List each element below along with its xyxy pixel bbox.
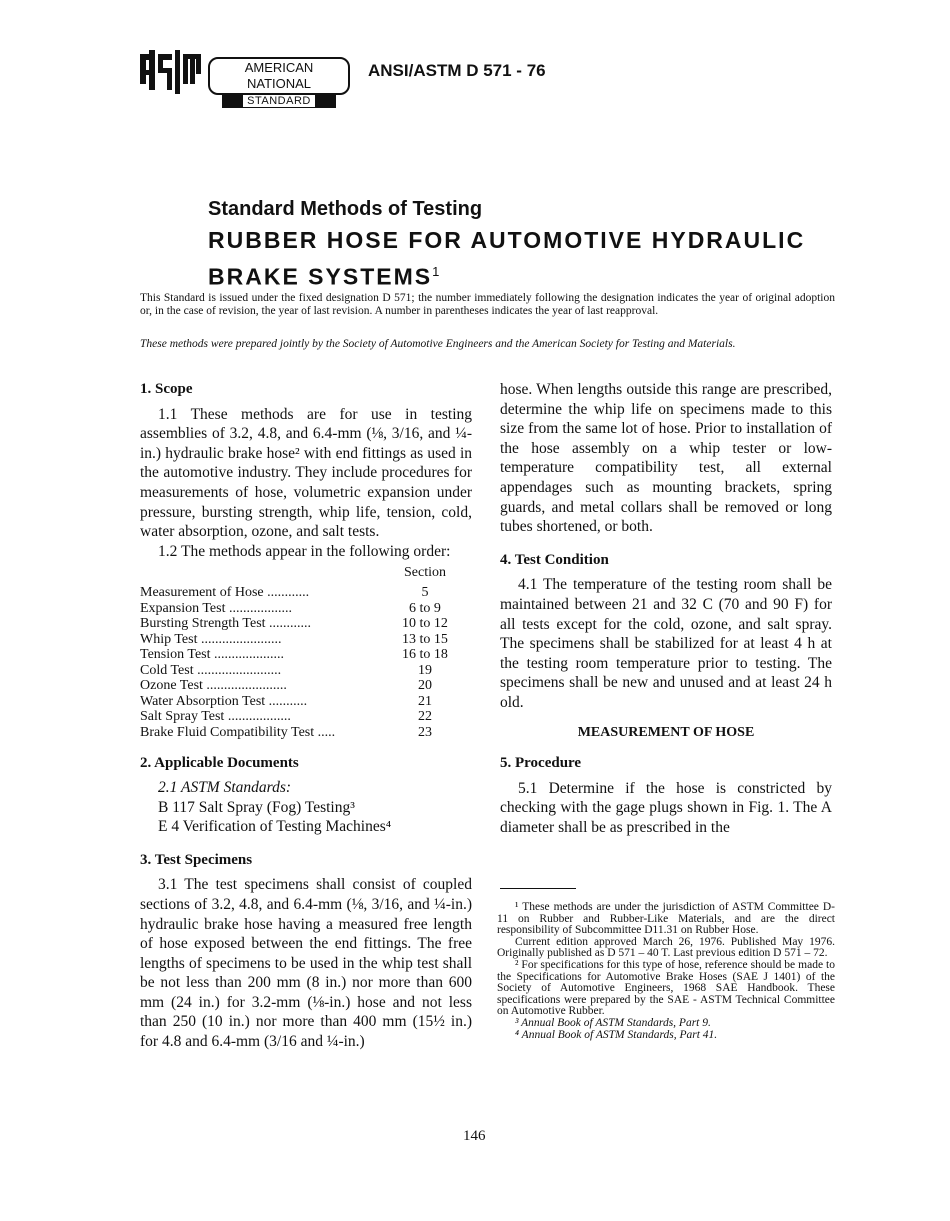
toc-row: Water Absorption Test ........... 21 <box>140 693 432 709</box>
footnote-rule <box>500 888 576 889</box>
section-heading-documents: 2. Applicable Documents <box>140 755 299 772</box>
toc-header: Section <box>404 565 446 581</box>
footnote-1: ¹ These methods are under the jurisdiction of ASTM Committee D-11 on Rubber and Rubber-Like Materials, and are the direct responsibility of Subcommittee D11.31 on Rubber Hose. <box>497 901 835 937</box>
reference-b117: B 117 Salt Spray (Fog) Testing³ <box>158 798 355 816</box>
document-title <box>208 224 848 293</box>
section-heading-scope: 1. Scope <box>140 381 193 397</box>
measurement-heading: MEASUREMENT OF HOSE <box>577 724 755 740</box>
toc-row: Ozone Test ....................... 20 <box>140 678 432 694</box>
document-subtitle: Standard Methods of Testing <box>208 198 483 220</box>
ansi-badge-top: AMERICAN NATIONAL <box>208 57 350 95</box>
standard-designation: ANSI/ASTM D 571 - 76 <box>368 61 546 80</box>
astm-logo <box>140 50 202 98</box>
section-heading-condition: 4. Test Condition <box>500 551 609 568</box>
section-heading-specimens: 3. Test Specimens <box>140 851 253 868</box>
issuance-note: This Standard is issued under the fixed designation D 571; the number immediately following the designation indicates the year of original adoption or, in the case of revision, the year of last revision. A number in parentheses indicates the year of last reapproval. <box>140 292 835 317</box>
paragraph-4-1: 4.1 The temperature of the testing room shall be maintained between 21 and 32 C (70 and 90 F) for all tests except for the cold, ozone, and salt spray. The specimens shall be stabilized for at least 4 h at the testing room temperature prior to testing. The specimens shall be new and unused and at least 24 h old. <box>500 576 832 711</box>
toc-row: Measurement of Hose ............ 5 <box>140 585 429 601</box>
footnote-4: ⁴ Annual Book of ASTM Standards, Part 41. <box>515 1028 718 1041</box>
right-column <box>500 380 832 837</box>
toc-row: Brake Fluid Compatibility Test ..... 23 <box>140 724 432 740</box>
left-column <box>140 380 472 1052</box>
toc-row: Salt Spray Test .................. 22 <box>140 709 432 725</box>
footnote-2: ² For specifications for this type of hose, reference should be made to the Specifications for Automotive Brake Hoses (SAE J 1401) of the Society of Automotive Engineers, 1968 SAE Handbook. These specifications were prepared by the SAE - ASTM Technical Committee on Automotive Rubber. <box>497 958 835 1018</box>
toc-row: Cold Test ........................ 19 <box>140 662 432 678</box>
ansi-badge <box>208 57 350 108</box>
footnote-1-edition: Current edition approved March 26, 1976. Published May 1976. Originally published as D 571 – 40 T. Last previous edition D 571 – 72. <box>497 935 835 960</box>
paragraph-5-1: 5.1 Determine if the hose is constricted by checking with the gage plugs shown in Fig. 1. The A diameter shall be as prescribed in the <box>500 779 832 836</box>
prepared-note: These methods were prepared jointly by the Society of Automotive Engineers and the American Society for Testing and Materials. <box>140 338 736 350</box>
ansi-badge-bottom: STANDARD <box>243 95 315 107</box>
toc-row: Expansion Test .................. 6 to 9 <box>140 600 441 616</box>
paragraph-3-1-continued: hose. When lengths outside this range are prescribed, determine the whip life on specimens made to this size from the same lot of hose. Prior to installation of the hose assembly on a whip tester or low-temperature compatibility test, all external appendages such as mounting brackets, spring guards, and metal collars shall be removed or long tubes shortened, or both. <box>500 381 832 536</box>
footnotes <box>497 902 835 1041</box>
page-number: 146 <box>463 1128 486 1144</box>
toc-row: Tension Test .................... 16 to 18 <box>140 647 448 663</box>
paragraph-1-2: 1.2 The methods appear in the following order: <box>158 542 451 560</box>
title-footnote-ref: 1 <box>432 264 440 279</box>
reference-e4: E 4 Verification of Testing Machines⁴ <box>158 818 392 836</box>
footnote-3: ³ Annual Book of ASTM Standards, Part 9. <box>515 1016 711 1029</box>
section-table <box>140 565 472 740</box>
toc-row: Whip Test ....................... 13 to 15 <box>140 631 448 647</box>
paragraph-1-1: 1.1 These methods are for use in testing assemblies of 3.2, 4.8, and 6.4-mm (⅛, 3/16, and ¼-in.) hydraulic brake hose² with end fittings as used in the automotive industry. They include procedures for measurements of hose, volumetric expansion under pressure, bursting strength, whip life, tension, cold, water absorption, ozone, and salt tests. <box>140 405 472 541</box>
title-line-2: BRAKE SYSTEMS <box>208 263 433 290</box>
toc-row: Bursting Strength Test ............ 10 to 12 <box>140 616 448 632</box>
paragraph-2-1: 2.1 ASTM Standards: <box>158 778 292 796</box>
section-heading-procedure: 5. Procedure <box>500 755 582 772</box>
title-line-1: RUBBER HOSE FOR AUTOMOTIVE HYDRAULIC <box>208 227 806 253</box>
paragraph-3-1: 3.1 The test specimens shall consist of coupled sections of 3.2, 4.8, and 6.4-mm (⅛, 3/16, and ¼-in.) hydraulic brake hose having a measured free length of hose exposed between the end fittings. The free lengths of specimens to be used in the whip test shall be not less than 200 mm (8 in.) nor more than 600 mm (24 in.) for 3.2-mm (⅛-in.) hose and not less than 250 (10 in.) nor more than 400 mm (15½ in.) for 4.8 and 6.4-mm (3/16 and ¼-in.) <box>140 876 472 1051</box>
